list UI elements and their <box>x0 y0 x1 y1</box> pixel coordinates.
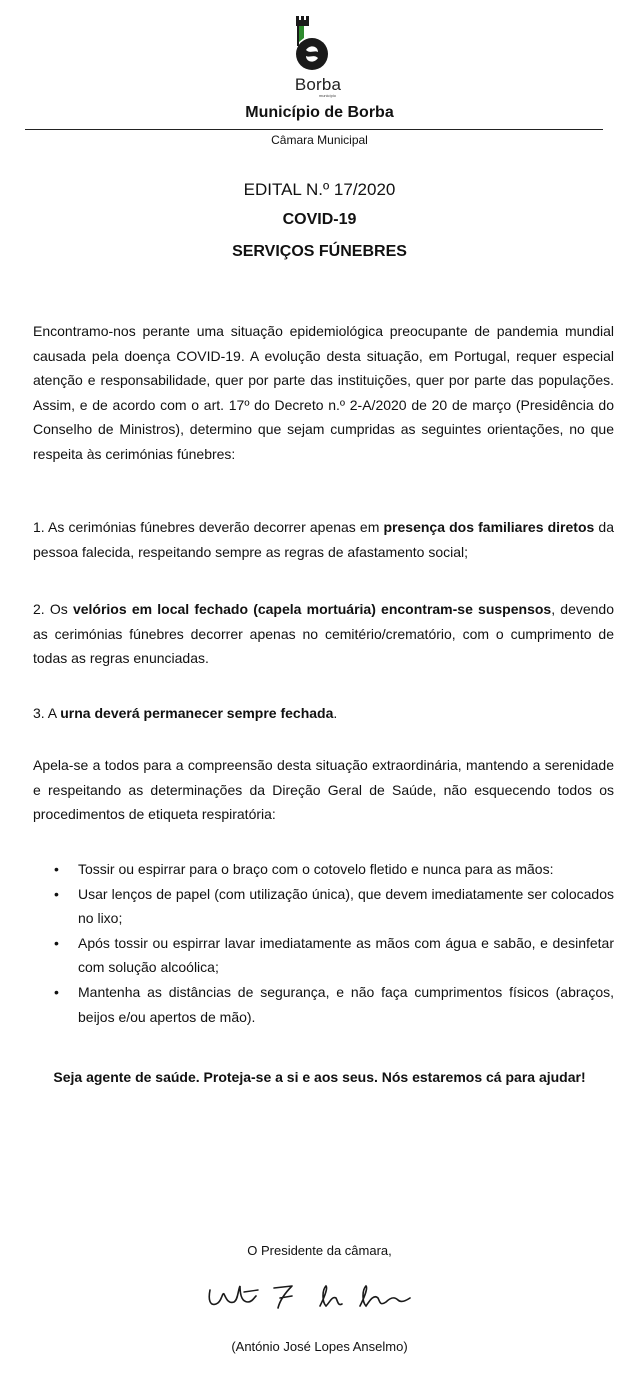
title-line-1: COVID-19 <box>282 211 357 228</box>
point-2-text-end: , devendo as cerimónias fúnebres decorrer apenas no cemitério/crematório, com o cumprimento de todas as regras enunciadas. <box>33 601 614 667</box>
list-item-text: Mantenha as distâncias de segurança, e não faça cumprimentos físicos (abraços, beijos e/ou apertos de mão). <box>78 983 614 1025</box>
logo-text: Borba <box>294 75 342 94</box>
handwritten-signature <box>200 1272 430 1322</box>
list-item <box>54 980 614 1029</box>
point-3 <box>33 701 614 726</box>
list-item <box>54 931 614 980</box>
list-item-text: Usar lenços de papel (com utilização única), que devem imediatamente ser colocados no lixo; <box>78 885 614 927</box>
header-divider <box>25 129 603 130</box>
list-item-text: Após tossir ou espirrar lavar imediatamente as mãos com água e sabão, e desinfetar com solução alcoólica; <box>78 934 614 976</box>
point-1 <box>33 515 614 564</box>
logo-subtext: município <box>318 93 336 98</box>
point-2 <box>33 597 614 671</box>
bullet-icon: • <box>54 885 59 902</box>
intro-paragraph: Encontramo-nos perante uma situação epidemiológica preocupante de pandemia mundial causada pela doença COVID-19. A evolução desta situação, em Portugal, requer especial atenção e responsabilidade, quer por parte das instituições, quer por parte das populações. Assim, e de acordo com o art. 17º do Decreto n.º 2-A/2020 de 20 de março (Presidência do Conselho de Ministros), determino que sejam cumpridas as seguintes orientações, no que respeita às cerimónias fúnebres: <box>33 323 614 462</box>
respiratory-etiquette-list <box>54 857 614 1029</box>
appeal-paragraph: Apela-se a todos para a compreensão desta situação extraordinária, mantendo a serenidade e respeitando as determinações da Direção Geral de Saúde, não esquecendo todos os procedimentos de etiqueta respiratória: <box>33 757 614 823</box>
bullet-icon: • <box>54 983 59 1000</box>
edital-number: EDITAL N.º 17/2020 <box>243 180 396 199</box>
point-3-text-end: . <box>333 705 338 721</box>
title-line-2: SERVIÇOS FÚNEBRES <box>232 243 407 260</box>
list-item <box>54 882 614 931</box>
closing-statement: Seja agente de saúde. Proteja-se a si e aos seus. Nós estaremos cá para ajudar! <box>53 1069 586 1085</box>
department-name: Câmara Municipal <box>271 133 368 147</box>
point-1-emphasis: presença dos familiares diretos <box>383 519 595 535</box>
point-3-emphasis: urna deverá permanecer sempre fechada <box>60 705 334 721</box>
bullet-icon: • <box>54 934 59 951</box>
list-item-text: Tossir ou espirrar para o braço com o cotovelo fletido e nunca para as mãos: <box>78 861 554 877</box>
signatory-name: (António José Lopes Anselmo) <box>231 1339 408 1354</box>
signatory-role: O Presidente da câmara, <box>247 1243 392 1258</box>
point-1-text-end: da pessoa falecida, respeitando sempre as regras de afastamento social; <box>33 519 614 560</box>
bullet-icon: • <box>54 861 59 877</box>
point-3-text: 3. A <box>33 705 61 721</box>
organization-name: Município de Borba <box>245 104 394 121</box>
point-2-emphasis: velórios em local fechado (capela mortuária) encontram-se suspensos <box>72 601 552 617</box>
point-2-text: 2. Os <box>33 601 73 617</box>
point-1-text: 1. As cerimónias fúnebres deverão decorrer apenas em <box>33 519 384 535</box>
list-item <box>54 857 614 882</box>
